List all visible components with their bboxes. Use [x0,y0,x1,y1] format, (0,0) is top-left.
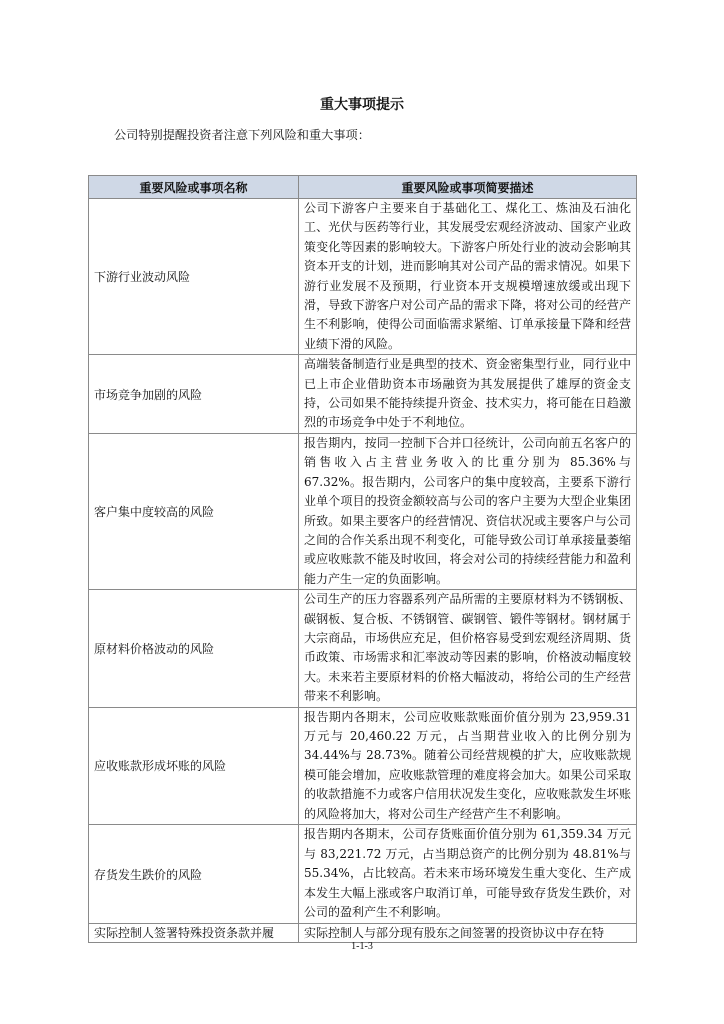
risk-name: 实际控制人签署特殊投资条款并履 [89,924,299,943]
table-row [89,825,637,924]
table-row [89,355,637,434]
header-risk-description: 重要风险或事项简要描述 [299,176,637,199]
table-row [89,707,637,824]
risk-description: 实际控制人与部分现有股东之间签署的投资协议中存在特 [299,924,637,943]
risk-description: 高端装备制造行业是典型的技术、资金密集型行业，同行业中已上市企业借助资本市场融资为其发展提供了雄厚的资金支持，公司如果不能持续提升资金、技术实力，将可能在日趋激烈的市场竞争中处于不利地位。 [299,355,637,434]
risk-description: 公司下游客户主要来自于基础化工、煤化工、炼油及石油化工、光伏与医药等行业，其发展受宏观经济波动、国家产业政策变化等因素的影响较大。下游客户所处行业的波动会影响其资本开支的计划，进而影响其对公司产品的需求情况。如果下游行业发展不及预期，行业资本开支规模增速放缓或出现下滑，导致下游客户对公司产品的需求下降，将对公司的经营产生不利影响，使得公司面临需求紧缩、订单承接量下降和经营业绩下滑的风险。 [299,199,637,355]
risk-name: 客户集中度较高的风险 [89,433,299,589]
risk-name: 应收账款形成坏账的风险 [89,707,299,824]
page-title: 重大事项提示 [320,97,404,113]
risk-name: 市场竞争加剧的风险 [89,355,299,434]
header-risk-name: 重要风险或事项名称 [89,176,299,199]
risk-name: 存货发生跌价的风险 [89,825,299,924]
risk-description: 公司生产的压力容器系列产品所需的主要原材料为不锈钢板、碳钢板、复合板、不锈钢管、碳钢管、锻件等钢材。钢材属于大宗商品，市场供应充足，但价格容易受到宏观经济周期、货币政策、市场需求和汇率波动等因素的影响，价格波动幅度较大。未来若主要原材料的价格大幅波动，将给公司的生产经营带来不利影响。 [299,590,637,707]
table-row [89,433,637,589]
risk-description: 报告期内各期末，公司应收账款账面价值分别为 23,959.31 万元与 20,460.22 万元，占当期营业收入的比例分别为 34.44%与 28.73%。随着公司经营规模的扩大，应收账款规模可能会增加，应收账款管理的难度将会加大。如果公司采取的收款措施不力或客户信用状况发生变化，应收账款发生坏账的风险将加大，将对公司生产经营产生不利影响。 [299,707,637,824]
risk-table [88,175,637,943]
risk-description: 报告期内各期末，公司存货账面价值分别为 61,359.34 万元与 83,221.72 万元，占当期总资产的比例分别为 48.81%与 55.34%，占比较高。若未来市场环境发生重大变化、生产成本发生大幅上涨或客户取消订单，可能导致存货发生跌价，对公司的盈利产生不利影响。 [299,825,637,924]
risk-name: 下游行业波动风险 [89,199,299,355]
risk-description: 报告期内，按同一控制下合并口径统计，公司向前五名客户的销售收入占主营业务收入的比重分别为 85.36%与 67.32%。报告期内，公司客户的集中度较高，主要系下游行业单个项目的投资金额较高与公司的客户主要为大型企业集团所致。如果主要客户的经营情况、资信状况或主要客户与公司之间的合作关系出现不利变化，可能导致公司订单承接量萎缩或应收账款不能及时收回，将会对公司的持续经营能力和盈利能力产生一定的负面影响。 [299,433,637,589]
table-header-row [89,176,637,199]
page-number: 1-1-3 [351,941,373,952]
intro-text: 公司特别提醒投资者注意下列风险和重大事项： [114,128,370,142]
table-row [89,590,637,707]
risk-name: 原材料价格波动的风险 [89,590,299,707]
table-row [89,199,637,355]
table-row [89,924,637,943]
